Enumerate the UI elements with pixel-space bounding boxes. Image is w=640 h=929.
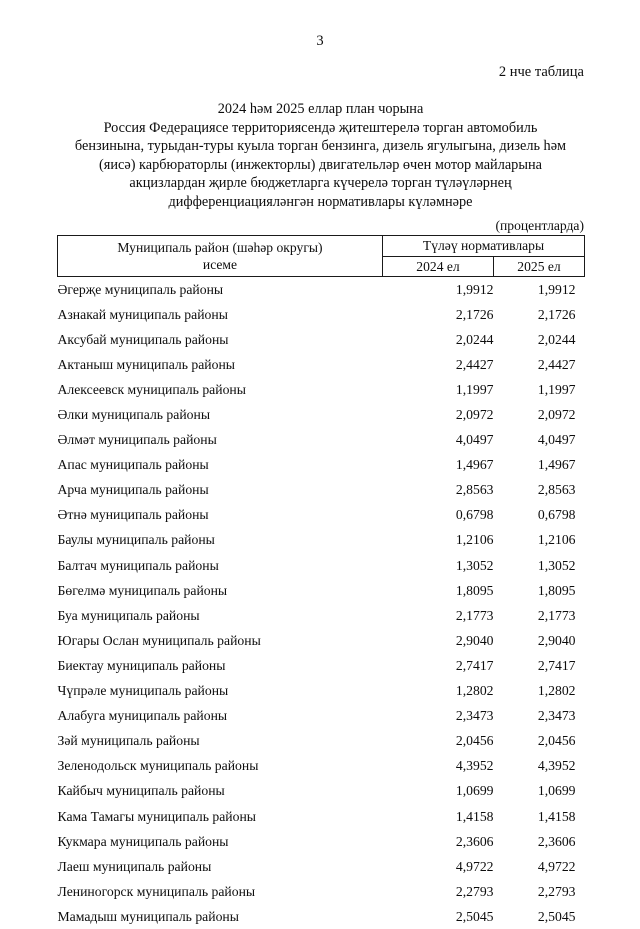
cell-normative-2025: 2,0456 [494, 729, 585, 754]
table-row [58, 503, 585, 528]
cell-normative-2025: 1,2106 [494, 528, 585, 553]
cell-normative-2024: 2,8563 [383, 478, 494, 503]
cell-normative-2025: 1,0699 [494, 779, 585, 804]
column-header-normatives-group: Түләү нормативлары [383, 236, 585, 257]
table-row [58, 352, 585, 377]
cell-normative-2025: 2,5045 [494, 904, 585, 929]
heading-line-3: бензинына, турыдан-туры куыла торган бензинга, дизель ягулыгына, дизель һәм [57, 137, 584, 156]
cell-normative-2024: 1,0699 [383, 779, 494, 804]
cell-normative-2025: 4,0497 [494, 428, 585, 453]
table-body [58, 277, 585, 929]
table-row [58, 904, 585, 929]
cell-normative-2025: 1,9912 [494, 277, 585, 303]
cell-normative-2024: 2,5045 [383, 904, 494, 929]
table-row [58, 754, 585, 779]
table-row [58, 804, 585, 829]
cell-normative-2024: 1,4967 [383, 453, 494, 478]
table-row [58, 377, 585, 402]
cell-normative-2024: 1,9912 [383, 277, 494, 303]
table-row [58, 453, 585, 478]
cell-normative-2024: 2,0972 [383, 402, 494, 427]
cell-normative-2024: 2,2793 [383, 879, 494, 904]
cell-normative-2025: 2,4427 [494, 352, 585, 377]
cell-normative-2024: 2,1773 [383, 603, 494, 628]
cell-municipality-name: Әгерҗе муниципаль районы [58, 277, 383, 303]
cell-normative-2024: 2,3606 [383, 829, 494, 854]
cell-normative-2025: 4,3952 [494, 754, 585, 779]
cell-normative-2024: 2,7417 [383, 653, 494, 678]
cell-normative-2025: 2,8563 [494, 478, 585, 503]
cell-normative-2025: 2,1773 [494, 603, 585, 628]
cell-municipality-name: Чүпрәле муниципаль районы [58, 679, 383, 704]
cell-municipality-name: Зеленодольск муниципаль районы [58, 754, 383, 779]
column-header-year-2025: 2025 ел [494, 257, 585, 277]
cell-municipality-name: Әтнә муниципаль районы [58, 503, 383, 528]
cell-normative-2025: 1,2802 [494, 679, 585, 704]
cell-municipality-name: Кама Тамагы муниципаль районы [58, 804, 383, 829]
cell-normative-2025: 2,3606 [494, 829, 585, 854]
cell-normative-2024: 2,3473 [383, 704, 494, 729]
cell-normative-2024: 2,9040 [383, 628, 494, 653]
cell-normative-2025: 1,4158 [494, 804, 585, 829]
cell-municipality-name: Лениногорск муниципаль районы [58, 879, 383, 904]
cell-normative-2024: 2,4427 [383, 352, 494, 377]
table-row [58, 277, 585, 303]
cell-municipality-name: Мамадыш муниципаль районы [58, 904, 383, 929]
cell-normative-2024: 1,4158 [383, 804, 494, 829]
cell-normative-2024: 2,0456 [383, 729, 494, 754]
cell-municipality-name: Аксубай муниципаль районы [58, 327, 383, 352]
cell-municipality-name: Бөгелмә муниципаль районы [58, 578, 383, 603]
cell-municipality-name: Әлмәт муниципаль районы [58, 428, 383, 453]
cell-municipality-name: Кукмара муниципаль районы [58, 829, 383, 854]
cell-normative-2024: 1,1997 [383, 377, 494, 402]
cell-normative-2024: 4,9722 [383, 854, 494, 879]
table-row [58, 428, 585, 453]
cell-normative-2024: 2,1726 [383, 302, 494, 327]
cell-normative-2025: 2,9040 [494, 628, 585, 653]
column-header-year-2024: 2024 ел [383, 257, 494, 277]
units-note: (процентларда) [0, 219, 584, 233]
cell-normative-2024: 4,3952 [383, 754, 494, 779]
cell-normative-2025: 1,3052 [494, 553, 585, 578]
cell-normative-2024: 2,0244 [383, 327, 494, 352]
cell-normative-2024: 4,0497 [383, 428, 494, 453]
page-number: 3 [0, 34, 640, 49]
table-row [58, 879, 585, 904]
cell-municipality-name: Актаныш муниципаль районы [58, 352, 383, 377]
table-row [58, 603, 585, 628]
cell-municipality-name: Кайбыч муниципаль районы [58, 779, 383, 804]
cell-normative-2024: 1,3052 [383, 553, 494, 578]
cell-municipality-name: Баулы муниципаль районы [58, 528, 383, 553]
cell-normative-2025: 2,0244 [494, 327, 585, 352]
cell-normative-2025: 2,7417 [494, 653, 585, 678]
cell-municipality-name: Югары Ослан муниципаль районы [58, 628, 383, 653]
cell-normative-2024: 1,2802 [383, 679, 494, 704]
cell-municipality-name: Апас муниципаль районы [58, 453, 383, 478]
cell-normative-2025: 4,9722 [494, 854, 585, 879]
heading-line-1: 2024 һәм 2025 еллар план чорына [57, 100, 584, 119]
cell-municipality-name: Әлки муниципаль районы [58, 402, 383, 427]
cell-normative-2024: 0,6798 [383, 503, 494, 528]
table-head [58, 236, 585, 277]
cell-normative-2025: 1,1997 [494, 377, 585, 402]
heading-line-2: Россия Федерациясе территориясендә җитештерелә торган автомобиль [57, 119, 584, 138]
table-label: 2 нче таблица [0, 65, 584, 80]
table-row [58, 578, 585, 603]
cell-normative-2025: 2,3473 [494, 704, 585, 729]
normatives-table [57, 235, 585, 929]
cell-municipality-name: Зәй муниципаль районы [58, 729, 383, 754]
table-row [58, 327, 585, 352]
cell-normative-2025: 2,2793 [494, 879, 585, 904]
table-row [58, 653, 585, 678]
table-row [58, 729, 585, 754]
column-header-municipality-line2: исеме [203, 257, 237, 272]
table-row [58, 478, 585, 503]
cell-municipality-name: Алабуга муниципаль районы [58, 704, 383, 729]
cell-normative-2024: 1,2106 [383, 528, 494, 553]
column-header-municipality [58, 236, 383, 277]
heading-line-6: дифференциацияләнгән нормативлары күләмнәре [57, 193, 584, 212]
heading-line-4: (яисә) карбюраторлы (инжекторлы) двигательләр өчен мотор майларына [57, 156, 584, 175]
table-row [58, 829, 585, 854]
table-row [58, 704, 585, 729]
table-row [58, 854, 585, 879]
table-row [58, 302, 585, 327]
table-row [58, 779, 585, 804]
cell-municipality-name: Биектау муниципаль районы [58, 653, 383, 678]
cell-normative-2025: 2,1726 [494, 302, 585, 327]
cell-municipality-name: Балтач муниципаль районы [58, 553, 383, 578]
table-row [58, 402, 585, 427]
cell-municipality-name: Азнакай муниципаль районы [58, 302, 383, 327]
heading-line-5: акцизлардан җирле бюджетларга күчерелә торган түләүләрнең [57, 174, 584, 193]
table-row [58, 679, 585, 704]
cell-municipality-name: Алексеевск муниципаль районы [58, 377, 383, 402]
table-row [58, 553, 585, 578]
document-heading [57, 100, 584, 212]
cell-municipality-name: Арча муниципаль районы [58, 478, 383, 503]
normatives-table-wrapper [57, 235, 584, 929]
column-header-municipality-line1: Муниципаль район (шәһәр округы) [117, 240, 322, 255]
cell-normative-2025: 2,0972 [494, 402, 585, 427]
table-row [58, 528, 585, 553]
cell-municipality-name: Буа муниципаль районы [58, 603, 383, 628]
table-row [58, 628, 585, 653]
table-header-row-1 [58, 236, 585, 257]
cell-normative-2025: 1,4967 [494, 453, 585, 478]
cell-normative-2025: 0,6798 [494, 503, 585, 528]
cell-normative-2024: 1,8095 [383, 578, 494, 603]
cell-municipality-name: Лаеш муниципаль районы [58, 854, 383, 879]
cell-normative-2025: 1,8095 [494, 578, 585, 603]
